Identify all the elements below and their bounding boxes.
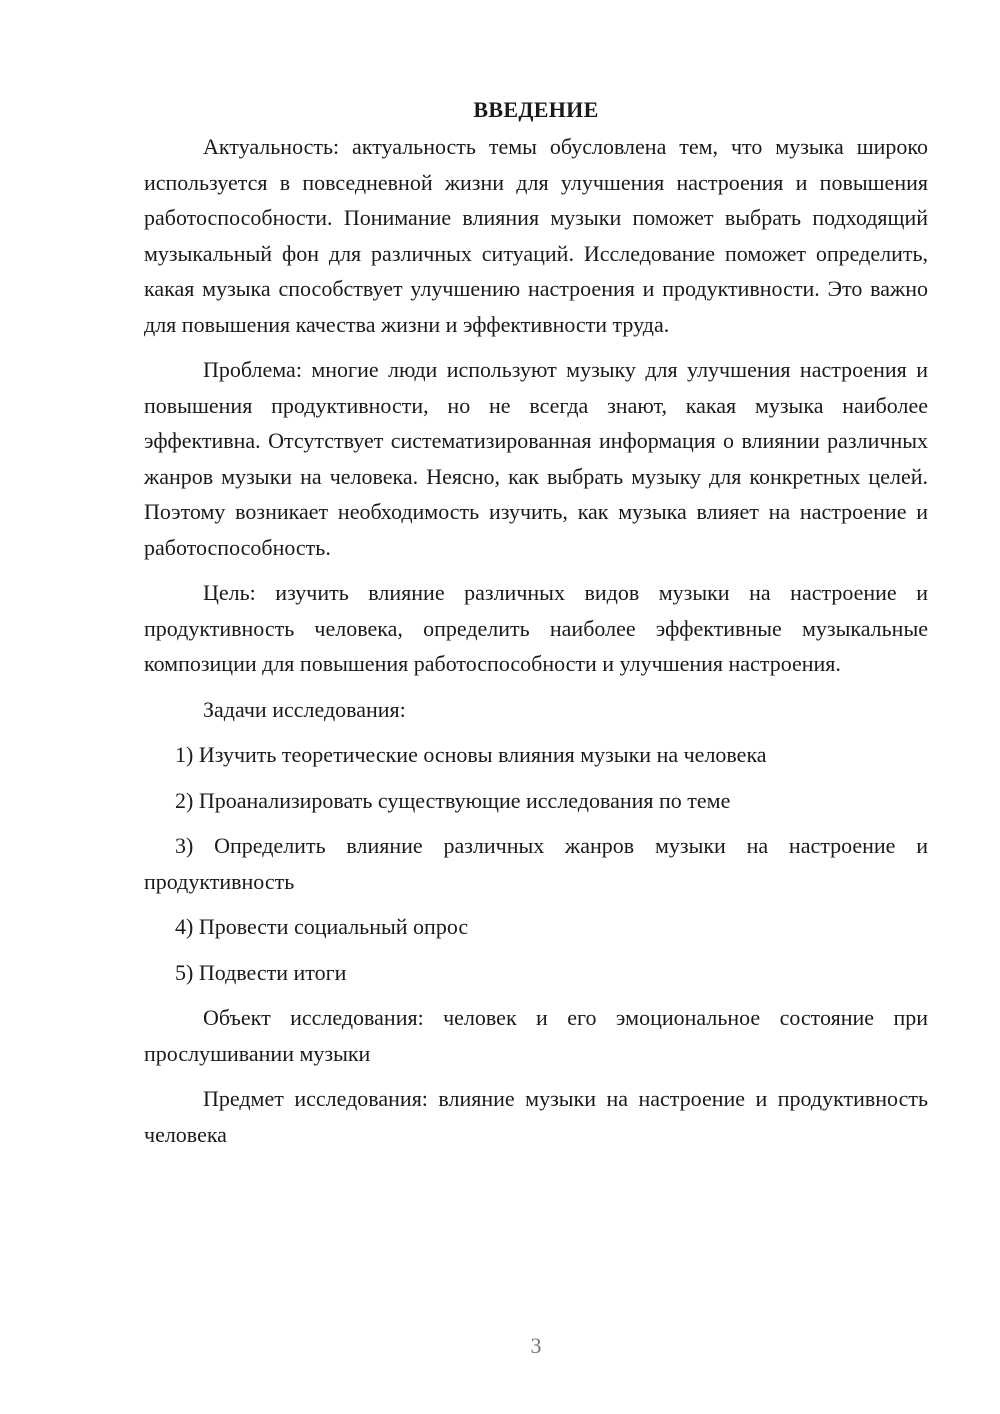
task-item-5: 5) Подвести итоги: [175, 959, 347, 985]
tasks-intro: Задачи исследования:: [203, 696, 406, 722]
object-paragraph: Объект исследования: человек и его эмоциональное состояние при прослушивании музыки: [144, 1005, 928, 1066]
page-number: 3: [530, 1333, 542, 1358]
task-item-1: 1) Изучить теоретические основы влияния музыки на человека: [175, 742, 767, 767]
problem-paragraph: Проблема: многие люди используют музыку для улучшения настроения и повышения продуктивности, но не всегда знают, какая музыка наиболее эффективна. Отсутствует систематизированная информация о влиянии различных жанров музыки на человека. Неясно, как выбрать музыку для конкретных целей. Поэтому возникает необходимость изучить, как музыка влияет на настроение и работоспособность.: [144, 357, 928, 560]
task-item-2: 2) Проанализировать существующие исследования по теме: [175, 787, 731, 813]
tasks-list: [144, 737, 928, 990]
task-item-3: 3) Определить влияние различных жанров музыки на настроение и продуктивность: [144, 833, 928, 894]
heading-wrap: [144, 93, 928, 127]
subject-paragraph: Предмет исследования: влияние музыки на настроение и продуктивность человека: [144, 1086, 928, 1147]
document-page: [144, 93, 928, 1162]
task-item-4: 4) Провести социальный опрос: [175, 914, 469, 939]
section-heading: ВВЕДЕНИЕ: [473, 97, 599, 122]
goal-paragraph: Цель: изучить влияние различных видов музыки на настроение и продуктивность человека, определить наиболее эффективные музыкальные композиции для повышения работоспособности и улучшения настроения.: [144, 580, 928, 676]
relevance-paragraph: Актуальность: актуальность темы обусловлена тем, что музыка широко используется в повседневной жизни для улучшения настроения и повышения работоспособности. Понимание влияния музыки поможет выбрать подходящий музыкальный фон для различных ситуаций. Исследование поможет определить, какая музыка способствует улучшению настроения и продуктивности. Это важно для повышения качества жизни и эффективности труда.: [144, 134, 928, 337]
